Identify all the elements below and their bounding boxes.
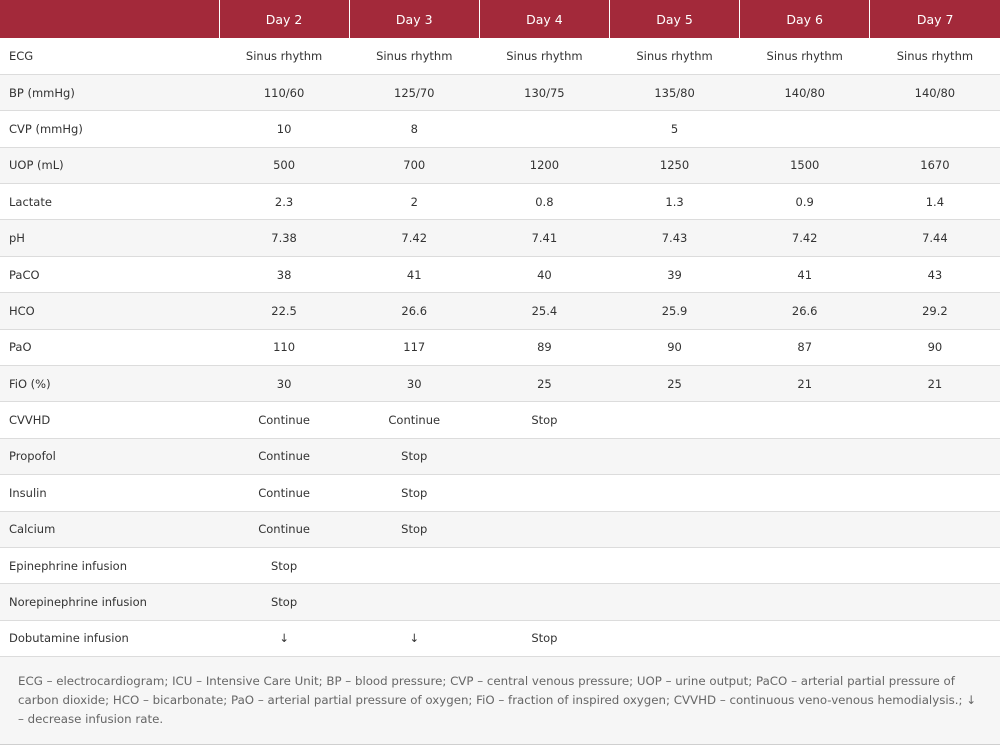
table-cell: 0.8 bbox=[479, 184, 609, 220]
table-cell: 125/70 bbox=[349, 74, 479, 110]
table-cell: 110/60 bbox=[219, 74, 349, 110]
table-cell: 41 bbox=[740, 256, 870, 292]
table-cell: Sinus rhythm bbox=[609, 38, 739, 74]
table-cell: 21 bbox=[870, 366, 1000, 402]
row-label: Lactate bbox=[0, 184, 219, 220]
table-cell bbox=[740, 402, 870, 438]
header-row bbox=[0, 0, 1000, 38]
table-cell: 1500 bbox=[740, 147, 870, 183]
row-label: PaCO bbox=[0, 256, 219, 292]
row-label: Calcium bbox=[0, 511, 219, 547]
table-cell bbox=[870, 547, 1000, 583]
table-cell bbox=[479, 511, 609, 547]
table-cell: 700 bbox=[349, 147, 479, 183]
table-cell bbox=[479, 547, 609, 583]
table-cell: Sinus rhythm bbox=[740, 38, 870, 74]
row-label: Norepinephrine infusion bbox=[0, 584, 219, 620]
table-cell: Stop bbox=[219, 547, 349, 583]
table-cell bbox=[609, 402, 739, 438]
table-cell: Stop bbox=[349, 475, 479, 511]
table-cell: Stop bbox=[479, 620, 609, 656]
table-cell bbox=[740, 438, 870, 474]
row-label: ECG bbox=[0, 38, 219, 74]
row-label: FiO (%) bbox=[0, 366, 219, 402]
table-row bbox=[0, 147, 1000, 183]
table-row bbox=[0, 74, 1000, 110]
table-cell: 41 bbox=[349, 256, 479, 292]
table-cell: 90 bbox=[609, 329, 739, 365]
table-cell bbox=[609, 511, 739, 547]
table-cell: Continue bbox=[219, 438, 349, 474]
table-cell bbox=[609, 438, 739, 474]
header-cell-day-5: Day 5 bbox=[609, 0, 739, 38]
row-label: HCO bbox=[0, 293, 219, 329]
table-cell bbox=[479, 438, 609, 474]
table-cell: 87 bbox=[740, 329, 870, 365]
table-row bbox=[0, 402, 1000, 438]
table-cell: Sinus rhythm bbox=[219, 38, 349, 74]
table-cell: 43 bbox=[870, 256, 1000, 292]
table-cell: 140/80 bbox=[740, 74, 870, 110]
table-cell bbox=[740, 475, 870, 511]
table-cell bbox=[870, 475, 1000, 511]
row-label: Insulin bbox=[0, 475, 219, 511]
table-cell bbox=[479, 584, 609, 620]
table-row bbox=[0, 293, 1000, 329]
table-footnote: ECG – electrocardiogram; ICU – Intensive Care Unit; BP – blood pressure; CVP – central venous pressure; UOP – urine output; PaCO – arterial partial pressure of carbon dioxide; HCO – bicarbonate; PaO – arterial partial pressure of oxygen; FiO – fraction of inspired oxygen; CVVHD – continuous veno-venous hemodialysis.; ↓ – decrease infusion rate. bbox=[0, 657, 1000, 745]
table-cell: Stop bbox=[479, 402, 609, 438]
table-cell: 0.9 bbox=[740, 184, 870, 220]
table-cell: ↓ bbox=[219, 620, 349, 656]
table-cell bbox=[870, 402, 1000, 438]
table-cell: 1250 bbox=[609, 147, 739, 183]
table-cell bbox=[740, 111, 870, 147]
table-cell bbox=[479, 475, 609, 511]
table-row bbox=[0, 366, 1000, 402]
table-cell bbox=[870, 584, 1000, 620]
table-cell: 89 bbox=[479, 329, 609, 365]
header-cell-day-2: Day 2 bbox=[219, 0, 349, 38]
table-row bbox=[0, 111, 1000, 147]
table-row bbox=[0, 220, 1000, 256]
table-cell: 7.38 bbox=[219, 220, 349, 256]
table-cell bbox=[609, 620, 739, 656]
table-cell: 7.42 bbox=[349, 220, 479, 256]
table-row bbox=[0, 547, 1000, 583]
table-cell: Sinus rhythm bbox=[349, 38, 479, 74]
table-cell: 2 bbox=[349, 184, 479, 220]
row-label: UOP (mL) bbox=[0, 147, 219, 183]
table-cell: 26.6 bbox=[740, 293, 870, 329]
table-row bbox=[0, 511, 1000, 547]
table-cell bbox=[349, 547, 479, 583]
table-cell: 7.43 bbox=[609, 220, 739, 256]
table-cell: 26.6 bbox=[349, 293, 479, 329]
table-cell bbox=[740, 584, 870, 620]
table-cell: 25 bbox=[479, 366, 609, 402]
table-row bbox=[0, 256, 1000, 292]
table-row bbox=[0, 438, 1000, 474]
table-cell: Stop bbox=[349, 438, 479, 474]
table-cell: 8 bbox=[349, 111, 479, 147]
table-cell bbox=[870, 438, 1000, 474]
table-body bbox=[0, 38, 1000, 657]
table-cell: 30 bbox=[349, 366, 479, 402]
table-cell bbox=[870, 511, 1000, 547]
header-cell-day-6: Day 6 bbox=[740, 0, 870, 38]
table-cell: 39 bbox=[609, 256, 739, 292]
header-cell-blank bbox=[0, 0, 219, 38]
table-cell bbox=[870, 111, 1000, 147]
table-cell: Stop bbox=[349, 511, 479, 547]
table-cell bbox=[870, 620, 1000, 656]
table-cell: Continue bbox=[219, 511, 349, 547]
table-cell: 135/80 bbox=[609, 74, 739, 110]
table-cell: 25 bbox=[609, 366, 739, 402]
row-label: PaO bbox=[0, 329, 219, 365]
table-cell: 29.2 bbox=[870, 293, 1000, 329]
table-cell: 1200 bbox=[479, 147, 609, 183]
table-cell: 25.4 bbox=[479, 293, 609, 329]
table-row bbox=[0, 184, 1000, 220]
table-cell: ↓ bbox=[349, 620, 479, 656]
table-cell: 40 bbox=[479, 256, 609, 292]
row-label: pH bbox=[0, 220, 219, 256]
table-cell bbox=[479, 111, 609, 147]
table-row bbox=[0, 475, 1000, 511]
header-cell-day-3: Day 3 bbox=[349, 0, 479, 38]
table-cell: Continue bbox=[349, 402, 479, 438]
table-cell: 1.4 bbox=[870, 184, 1000, 220]
table-cell: 5 bbox=[609, 111, 739, 147]
table-cell bbox=[349, 584, 479, 620]
table-row bbox=[0, 584, 1000, 620]
table-cell: 7.42 bbox=[740, 220, 870, 256]
table-cell: 1670 bbox=[870, 147, 1000, 183]
table-cell bbox=[740, 511, 870, 547]
table-cell: 1.3 bbox=[609, 184, 739, 220]
table-cell bbox=[740, 547, 870, 583]
row-label: Epinephrine infusion bbox=[0, 547, 219, 583]
table-row bbox=[0, 620, 1000, 656]
table-cell: 90 bbox=[870, 329, 1000, 365]
table-cell: Sinus rhythm bbox=[870, 38, 1000, 74]
table-cell: 110 bbox=[219, 329, 349, 365]
row-label: Propofol bbox=[0, 438, 219, 474]
table-cell: Continue bbox=[219, 475, 349, 511]
header-cell-day-7: Day 7 bbox=[870, 0, 1000, 38]
table-row bbox=[0, 329, 1000, 365]
table-cell: 38 bbox=[219, 256, 349, 292]
table-cell: 21 bbox=[740, 366, 870, 402]
row-label: Dobutamine infusion bbox=[0, 620, 219, 656]
table-cell: 130/75 bbox=[479, 74, 609, 110]
header-cell-day-4: Day 4 bbox=[479, 0, 609, 38]
table-cell: 30 bbox=[219, 366, 349, 402]
row-label: CVP (mmHg) bbox=[0, 111, 219, 147]
table-row bbox=[0, 38, 1000, 74]
table-cell bbox=[740, 620, 870, 656]
table-cell bbox=[609, 547, 739, 583]
table-cell: 25.9 bbox=[609, 293, 739, 329]
table-cell: Sinus rhythm bbox=[479, 38, 609, 74]
row-label: BP (mmHg) bbox=[0, 74, 219, 110]
table-cell: 22.5 bbox=[219, 293, 349, 329]
table-cell: 500 bbox=[219, 147, 349, 183]
table-cell: Stop bbox=[219, 584, 349, 620]
table-cell bbox=[609, 584, 739, 620]
table-cell: 10 bbox=[219, 111, 349, 147]
table-cell: 140/80 bbox=[870, 74, 1000, 110]
row-label: CVVHD bbox=[0, 402, 219, 438]
table-cell: 7.41 bbox=[479, 220, 609, 256]
table-cell bbox=[609, 475, 739, 511]
table-cell: 2.3 bbox=[219, 184, 349, 220]
table-cell: 117 bbox=[349, 329, 479, 365]
table-cell: 7.44 bbox=[870, 220, 1000, 256]
table-cell: Continue bbox=[219, 402, 349, 438]
